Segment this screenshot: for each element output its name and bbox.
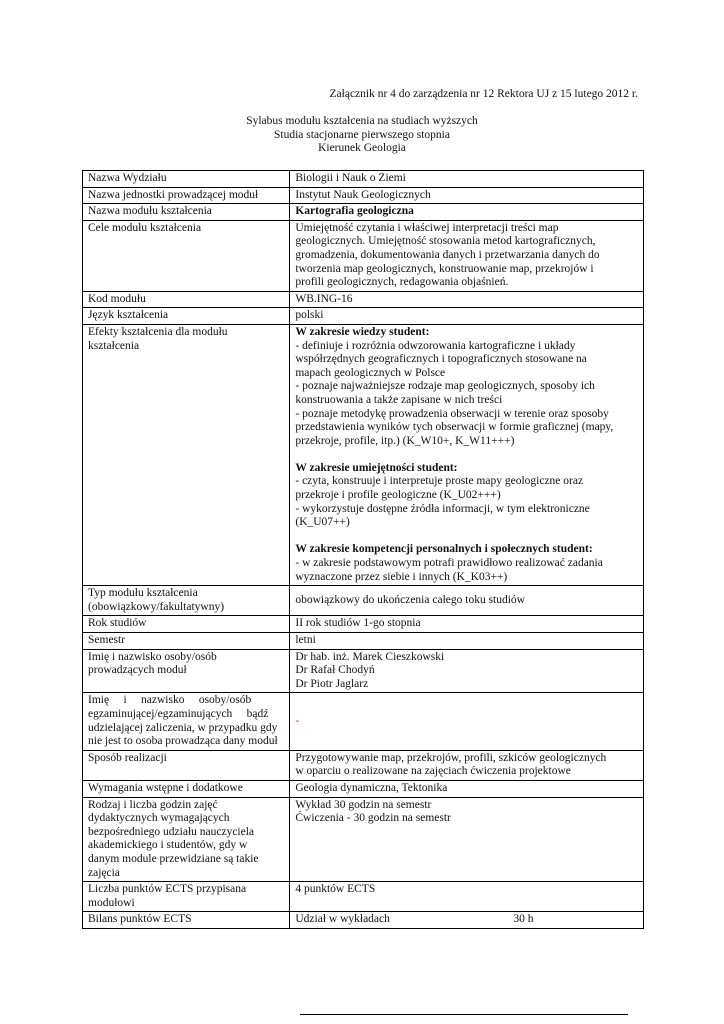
knowledge-heading: W zakresie wiedzy student: [295,325,430,338]
module-goals [290,220,644,291]
table-row [83,750,644,780]
row-label [83,649,290,693]
text-line: geologicznych. Umiejętność stosowania metod kartograficznych, [295,235,596,248]
row-label: Bilans punktów ECTS [83,912,290,929]
semester: letni [290,633,644,650]
syllabus-titles [0,115,724,156]
text-line: konstruowania a także zapisane w nich treści [295,393,503,406]
label-line: egzaminującej/egzaminujących bądź [88,707,269,720]
ects-balance [290,912,644,929]
table-row [83,616,644,633]
contact-hours [290,797,644,882]
text-line: przekroje, profile, itp.) (K_W10+, K_W11+++) [295,434,515,447]
label-line: bezpośredniego udziału nauczyciela [88,825,255,838]
text-line: mapach geologicznych w Polsce [295,366,446,379]
language: polski [290,308,644,325]
skills-heading: W zakresie umiejętności student: [295,461,458,474]
row-label: Rok studiów [83,616,290,633]
text-line: - poznaje najważniejsze rodzaje map geologicznych, sposoby ich [295,380,595,393]
attachment-note: Załącznik nr 4 do zarządzenia nr 12 Rektora UJ z 15 lutego 2012 r. [329,88,638,100]
table-row [83,171,644,188]
delivery-method [290,750,644,780]
study-mode: Studia stacjonarne pierwszego stopnia [274,128,450,141]
text-line: - definiuje i rozróżnia odwzorowania kartograficzne i układy [295,339,576,352]
balance-item-label: Udział w wykładach [295,913,390,926]
label-line: (obowiązkowy/fakultatywny) [88,600,225,613]
table-row [83,912,644,929]
table-row [83,882,644,912]
row-label: Nazwa Wydziału [83,171,290,188]
text-line: - czyta, konstruuje i interpretuje proste mapy geologiczne oraz [295,475,584,488]
module-type: obowiązkowy do ukończenia całego toku studiów [290,586,644,616]
text-line: przedstawienia wyników tych obserwacji w formie graficznej (mapy, [295,421,614,434]
text-line: tworzenia map geologicznych, konstruowanie map, przekrojów i [295,262,594,275]
row-value: Biologii i Nauk o Ziemi [290,171,644,188]
text-line: Wykład 30 godzin na semestr [295,798,432,811]
text-line: profili geologicznych, redagowania objaśnień. [295,276,509,289]
footer-rule [300,1014,628,1015]
row-label [83,797,290,882]
table-row [83,220,644,291]
row-label: Kod modułu [83,291,290,308]
row-label: Wymagania wstępne i dodatkowe [83,780,290,797]
balance-item [295,913,638,927]
text-line: - poznaje metodykę prowadzenia obserwacji w terenie oraz sposoby [295,407,609,420]
module-name: Kartografia geologiczna [290,204,644,221]
row-label [83,882,290,912]
instructor-name: Dr Rafał Chodyń [295,664,375,677]
label-line: Liczba punktów ECTS przypisana [88,883,247,896]
syllabus-title: Sylabus modułu kształcenia na studiach wyższych [246,115,478,127]
label-line: nie jest to osoba prowadząca dany moduł [88,735,278,748]
study-year: II rok studiów 1-go stopnia [290,616,644,633]
row-label: Nazwa jednostki prowadzącej moduł [83,187,290,204]
label-line: danym module przewidziane są takie [88,852,259,865]
text-line: gromadzenia, dokumentowania danych i przetwarzania danych do [295,248,600,261]
learning-outcomes [290,324,644,585]
table-row [83,586,644,616]
text-line: współrzędnych geograficznych i topograficznych stosowane na [295,353,587,366]
table-row [83,693,644,750]
label-line: Imię i nazwisko osoby/osób [88,694,252,707]
instructor-name: Dr hab. inż. Marek Cieszkowski [295,650,445,663]
text-line: wyznaczone przez siebie i innych (K_K03++) [295,570,508,583]
text-line: Ćwiczenia - 30 godzin na semestr [295,812,451,825]
label-line: prowadzących moduł [88,664,187,677]
text-line: - w zakresie podstawowym potrafi prawidłowo realizować zadania [295,557,603,570]
row-label: Nazwa modułu kształcenia [83,204,290,221]
instructor-name: Dr Piotr Jaglarz [295,677,369,690]
table-row [83,187,644,204]
module-code: WB.ING-16 [290,291,644,308]
text-line: w oparciu o realizowane na zajęciach ćwiczenia projektowe [295,765,571,778]
label-line: Typ modułu kształcenia [88,587,198,600]
row-label [83,324,290,585]
label-line: kształcenia [88,339,140,352]
spacer [295,448,638,462]
table-row [83,308,644,325]
label-line: zajęcia [88,866,120,879]
text-line: (K_U07++) [295,516,350,529]
text-line: - wykorzystuje dostępne źródła informacji, w tym elektroniczne [295,502,590,515]
field-of-study: Kierunek Geologia [318,142,406,154]
label-line: Rodzaj i liczba godzin zajęć [88,798,218,811]
label-line: dydaktycznych wymagających [88,812,230,825]
text-line: przekroje i profile geologiczne (K_U02+++) [295,489,501,502]
prerequisites: Geologia dynamiczna, Tektonika [290,780,644,797]
ects-points: 4 punktów ECTS [290,882,644,912]
table-row [83,633,644,650]
label-line: akademickiego i studentów, gdy w [88,839,248,852]
text-line: Przygotowywanie map, przekrojów, profili, szkiców geologicznych [295,751,607,764]
table-row [83,780,644,797]
balance-item-hours: 30 h [513,913,534,926]
row-label [83,693,290,750]
label-line: Imię i nazwisko osoby/osób [88,650,217,663]
table-row [83,649,644,693]
table-row [83,204,644,221]
examiner-value: - [290,693,644,750]
row-label: Semestr [83,633,290,650]
label-line: Efekty kształcenia dla modułu [88,325,228,338]
row-value: Instytut Nauk Geologicznych [290,187,644,204]
syllabus-table [82,170,644,929]
label-line: udzielającej zaliczenia, w przypadku gdy [88,721,278,734]
row-label: Język kształcenia [83,308,290,325]
row-label [83,586,290,616]
instructors [290,649,644,693]
table-row [83,797,644,882]
competence-heading: W zakresie kompetencji personalnych i społecznych student: [295,543,593,556]
table-row [83,324,644,585]
row-label: Cele modułu kształcenia [83,220,290,291]
table-row [83,291,644,308]
row-label: Sposób realizacji [83,750,290,780]
label-line: modułowi [88,896,135,909]
spacer [295,530,638,544]
text-line: Umiejętność czytania i właściwej interpretacji treści map [295,221,559,234]
